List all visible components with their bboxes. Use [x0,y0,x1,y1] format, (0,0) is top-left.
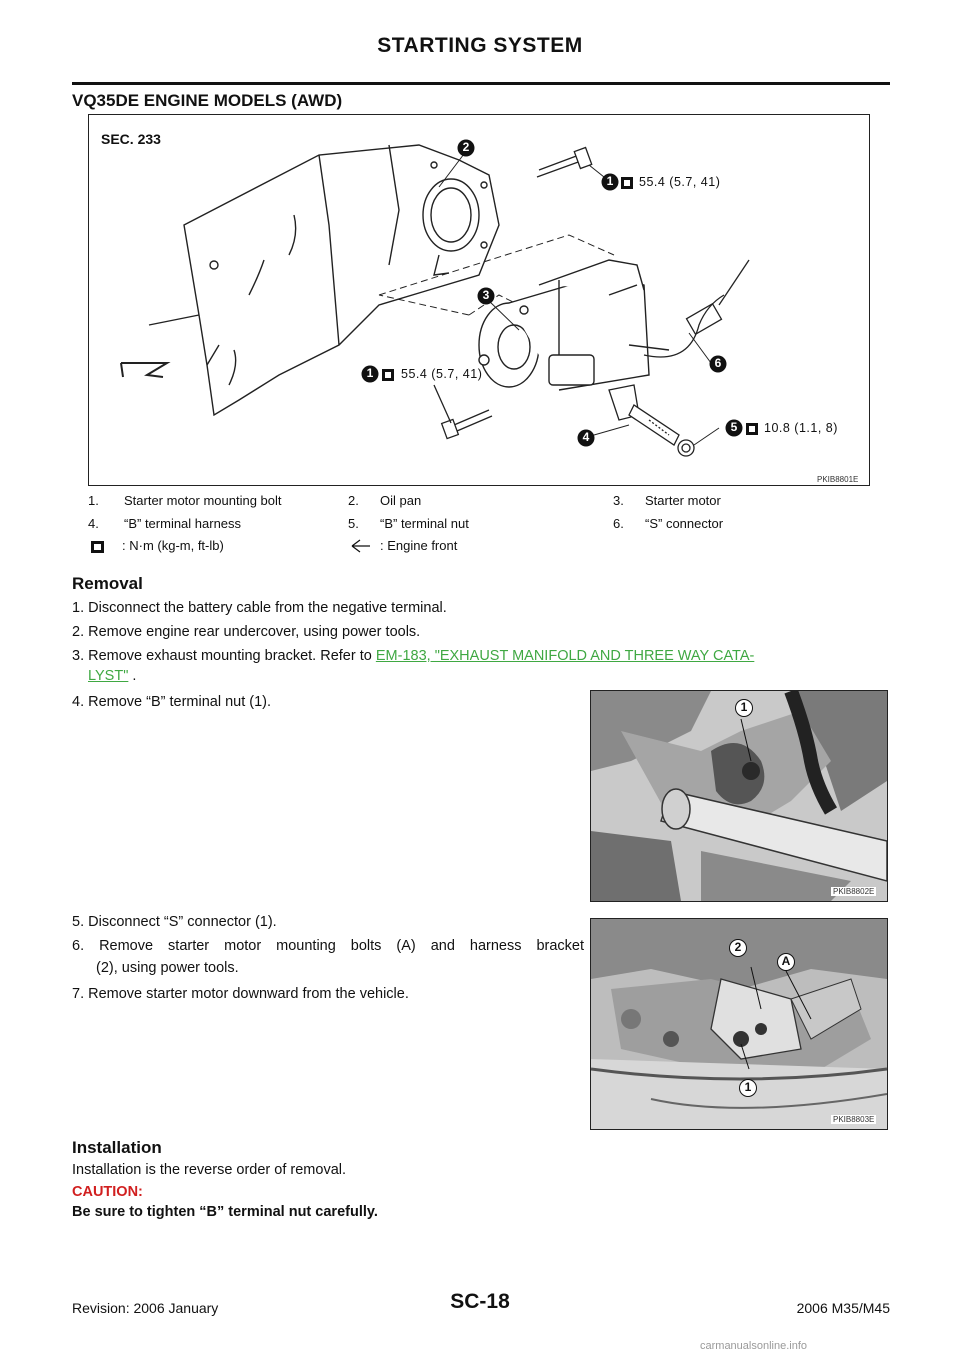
callout-1-top: 1 [601,173,619,196]
removal-step-4: 4. Remove “B” terminal nut (1). [72,694,272,710]
torque-top-value: 55.4 (5.7, 41) [639,175,721,189]
removal-step-7: 7. Remove starter motor downward from the vehicle. [72,986,409,1002]
callout-1: 1 [735,699,753,722]
model-label: 2006 M35/M45 [796,1300,890,1316]
torque-mid-value: 55.4 (5.7, 41) [401,367,483,381]
torque-nut-value: 10.8 (1.1, 8) [764,421,838,435]
revision-label: Revision: 2006 January [72,1300,219,1316]
removal-step-2: 2. Remove engine rear undercover, using power tools. [72,624,421,640]
torque-icon [381,368,395,387]
engine-front-icon [350,538,372,557]
figure-code: PKIB8803E [833,1115,875,1124]
em-183-link[interactable]: EM-183, "EXHAUST MANIFOLD AND THREE WAY CATA- [375,648,755,664]
callout-1: 1 [739,1079,757,1102]
callout-1-mid: 1 [361,365,379,388]
diagram-section-label: SEC. 233 [101,131,161,147]
caution-text: Be sure to tighten “B” terminal nut carefully. [72,1204,378,1220]
step-3-text: 3. Remove exhaust mounting bracket. Refer to [72,648,376,664]
callout-3: 3 [477,287,495,310]
mounting-bolts-photo [590,918,888,1130]
callout-a: A [777,953,795,976]
removal-step-3 [72,646,892,666]
callout-4: 4 [577,429,595,452]
removal-step-6-cont: (2), using power tools. [96,960,239,976]
installation-text: Installation is the reverse order of removal. [72,1162,347,1178]
page-number: SC-18 [450,1290,510,1313]
torque-icon [620,176,634,195]
removal-step-6: 6. Remove starter motor mounting bolts (A) and harness bracket [72,938,584,954]
callout-2: 2 [729,939,747,962]
installation-heading: Installation [72,1138,162,1157]
figure-code: PKIB8801E [817,475,859,484]
removal-step-1: 1. Disconnect the battery cable from the negative terminal. [72,600,447,616]
starter-motor-diagram [88,114,870,486]
callout-2: 2 [457,139,475,162]
b-terminal-nut-photo [590,690,888,902]
section-title: VQ35DE ENGINE MODELS (AWD) [72,91,343,110]
figure-legend: 1. Starter motor mounting bolt 2. Oil pan 3. Starter motor 4. “B” terminal harness 5. “B” terminal nut 6. “S” connector : N·m (kg-m, ft-lb) : Engine front [88,488,868,560]
torque-icon [745,422,759,441]
engine-front-legend: : Engine front [380,538,458,553]
figure-code: PKIB8802E [833,887,875,896]
callout-6: 6 [709,355,727,378]
removal-heading: Removal [72,574,143,593]
em-183-link-cont[interactable]: LYST" [88,668,129,684]
caution-label: CAUTION: [72,1184,143,1200]
removal-step-5: 5. Disconnect “S” connector (1). [72,914,277,930]
removal-step-3-cont: LYST" . [88,668,137,684]
callout-5: 5 [725,419,743,442]
header-rule [72,82,890,85]
watermark: carmanualsonline.info [700,1340,808,1352]
torque-unit-icon [88,538,108,559]
torque-unit-legend: : N·m (kg-m, ft-lb) [122,538,224,553]
page-header-title: STARTING SYSTEM [377,34,583,57]
